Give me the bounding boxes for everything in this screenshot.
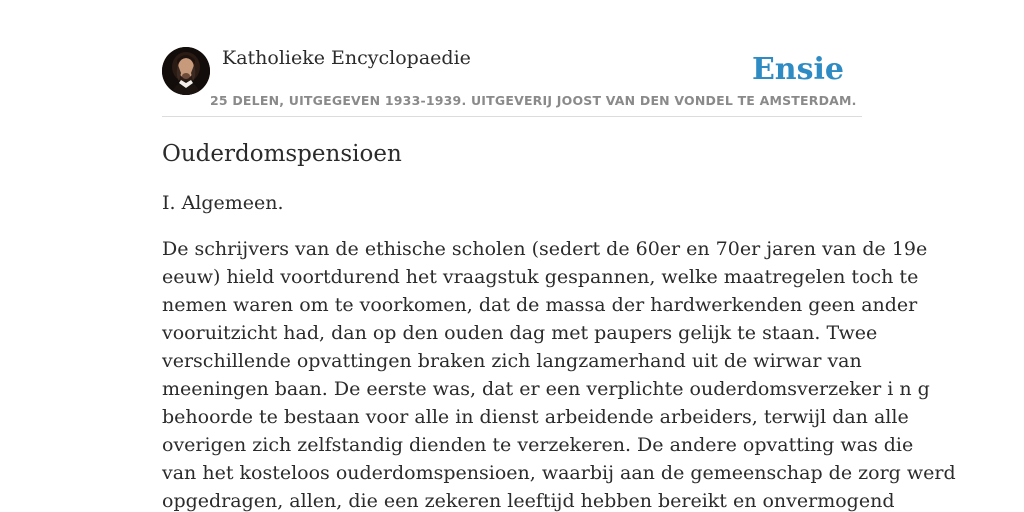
body-line: nemen waren om te voorkomen, dat de massa der hardwerkenden geen ander (162, 294, 918, 316)
ensie-logo-link[interactable]: Ensie (751, 52, 844, 87)
body-line: verschillende opvattingen braken zich langzamerhand uit de wirwar van (162, 350, 862, 372)
body-line: opgedragen, allen, die een zekeren leeftijd hebben bereikt en onvermogend (162, 490, 895, 512)
source-title[interactable]: Katholieke Encyclopaedie (222, 47, 471, 69)
body-line: overigen zich zelfstandig dienden te verzekeren. De andere opvatting was die (162, 434, 914, 456)
body-line: vooruitzicht had, dan op den ouden dag met paupers gelijk te staan. Twee (162, 322, 878, 344)
portrait-avatar-icon[interactable] (162, 47, 210, 95)
body-line: meeningen baan. De eerste was, dat er een verplichte ouderdomsverzeker i n g (162, 378, 930, 400)
article (162, 138, 956, 512)
site-header (162, 46, 862, 117)
source-subtitle: 25 DELEN, UITGEGEVEN 1933-1939. UITGEVERIJ JOOST VAN DEN VONDEL TE AMSTERDAM. (210, 93, 857, 108)
body-line: eeuw) hield voortdurend het vraagstuk gespannen, welke maatregelen toch te (162, 266, 919, 288)
article-title: Ouderdomspensioen (162, 141, 402, 167)
body-line: van het kosteloos ouderdomspensioen, waarbij aan de gemeenschap de zorg werd (162, 462, 956, 484)
body-line: behoorde te bestaan voor alle in dienst arbeidende arbeiders, terwijl dan alle (162, 406, 909, 428)
body-line: De schrijvers van de ethische scholen (sedert de 60er en 70er jaren van de 19e (162, 238, 928, 260)
portrait-image (162, 47, 210, 95)
article-body (162, 235, 956, 512)
section-heading: I. Algemeen. (162, 192, 284, 214)
